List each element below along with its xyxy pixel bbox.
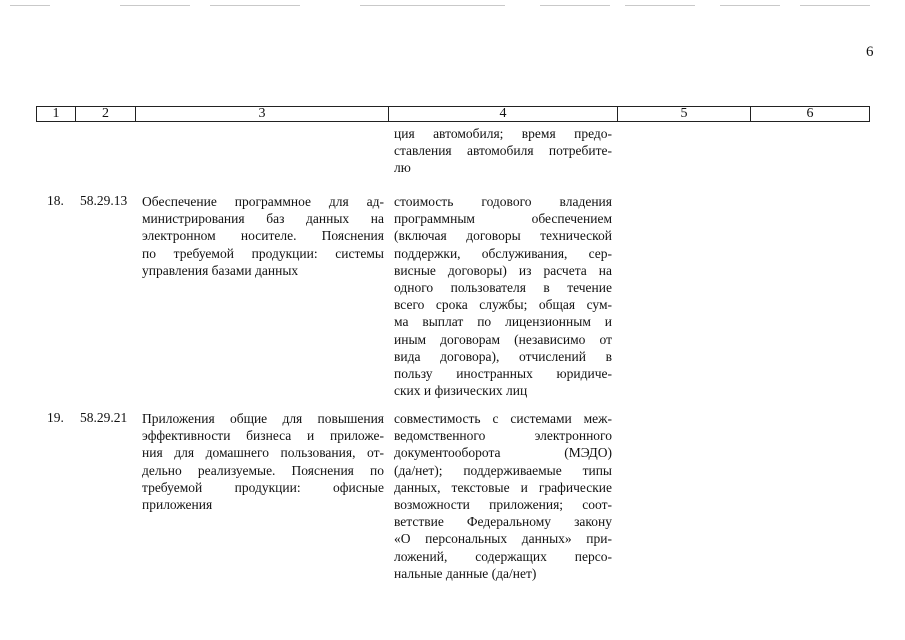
text-line: ция автомобиля; время предо-	[394, 126, 612, 141]
text-line: ния для домашнего пользования, от-	[142, 445, 384, 461]
text-line: совместимость с системами меж-	[394, 411, 612, 426]
text-line: Обеспечение программное для ад-	[142, 194, 384, 209]
text-line: электронном носителе. Пояснения	[142, 228, 384, 244]
page-number: 6	[866, 44, 874, 60]
row-code: 58.29.13	[80, 193, 128, 208]
text-line: лю	[394, 160, 411, 176]
text-line: ложений, содержащих персо-	[394, 548, 612, 564]
text-line: «О персональных данных» при-	[394, 531, 612, 547]
text-line: требуемой продукции: офисные	[142, 479, 384, 495]
text-line: приложения	[142, 497, 213, 513]
text-line: ставления автомобиля потребите-	[394, 143, 612, 159]
text-line: пользу иностранных юридиче-	[394, 366, 612, 382]
text-line: ских и физических лиц	[394, 383, 528, 399]
text-line: поддержки, обслуживания, сер-	[394, 245, 612, 261]
header-col-2: 2	[76, 107, 136, 121]
text-line: Приложения общие для повышения	[142, 411, 384, 426]
header-col-5: 5	[618, 107, 751, 121]
text-line: программным обеспечением	[394, 211, 612, 227]
text-line: вида договора), отчислений в	[394, 348, 612, 364]
text-line: иным договорам (независимо от	[394, 331, 612, 347]
text-line: ветствие Федеральному закону	[394, 514, 612, 530]
text-line: висные договоры) из расчета на	[394, 262, 612, 278]
text-line: ма выплат по лицензионным и	[394, 314, 612, 330]
header-col-6: 6	[806, 106, 814, 121]
text-line: одного пользователя в течение	[394, 280, 612, 296]
text-line: (включая договоры технической	[394, 228, 612, 244]
text-line: нальные данные (да/нет)	[394, 565, 537, 581]
table-header-row	[36, 106, 870, 122]
row-description	[142, 410, 384, 513]
text-line: возможности приложения; соот-	[394, 497, 612, 513]
text-line: эффективности бизнеса и приложе-	[142, 428, 384, 444]
row-description	[142, 193, 384, 279]
header-col-1: 1	[37, 107, 76, 121]
text-line: ведомственного электронного	[394, 428, 612, 444]
row-characteristics	[394, 410, 612, 582]
text-line: управления базами данных	[142, 262, 299, 278]
text-line: (да/нет); поддерживаемые типы	[394, 462, 612, 478]
text-line: всего срока службы; общая сум-	[394, 297, 612, 313]
row-number: 19.	[47, 410, 64, 425]
row-characteristics	[394, 193, 612, 399]
header-col-3: 3	[136, 107, 389, 121]
text-line: по требуемой продукции: системы	[142, 245, 384, 261]
text-line: министрирования баз данных на	[142, 211, 384, 227]
row-code: 58.29.21	[80, 410, 128, 425]
text-line: данных, текстовые и графические	[394, 479, 612, 495]
header-col-4: 4	[389, 107, 618, 121]
text-line: дельно реализуемые. Пояснения по	[142, 462, 384, 478]
continuation-col4	[394, 125, 612, 177]
row-number: 18.	[47, 193, 64, 208]
text-line: стоимость годового владения	[394, 194, 612, 209]
scan-artifact-top	[0, 0, 905, 14]
text-line: документооборота (МЭДО)	[394, 445, 612, 461]
